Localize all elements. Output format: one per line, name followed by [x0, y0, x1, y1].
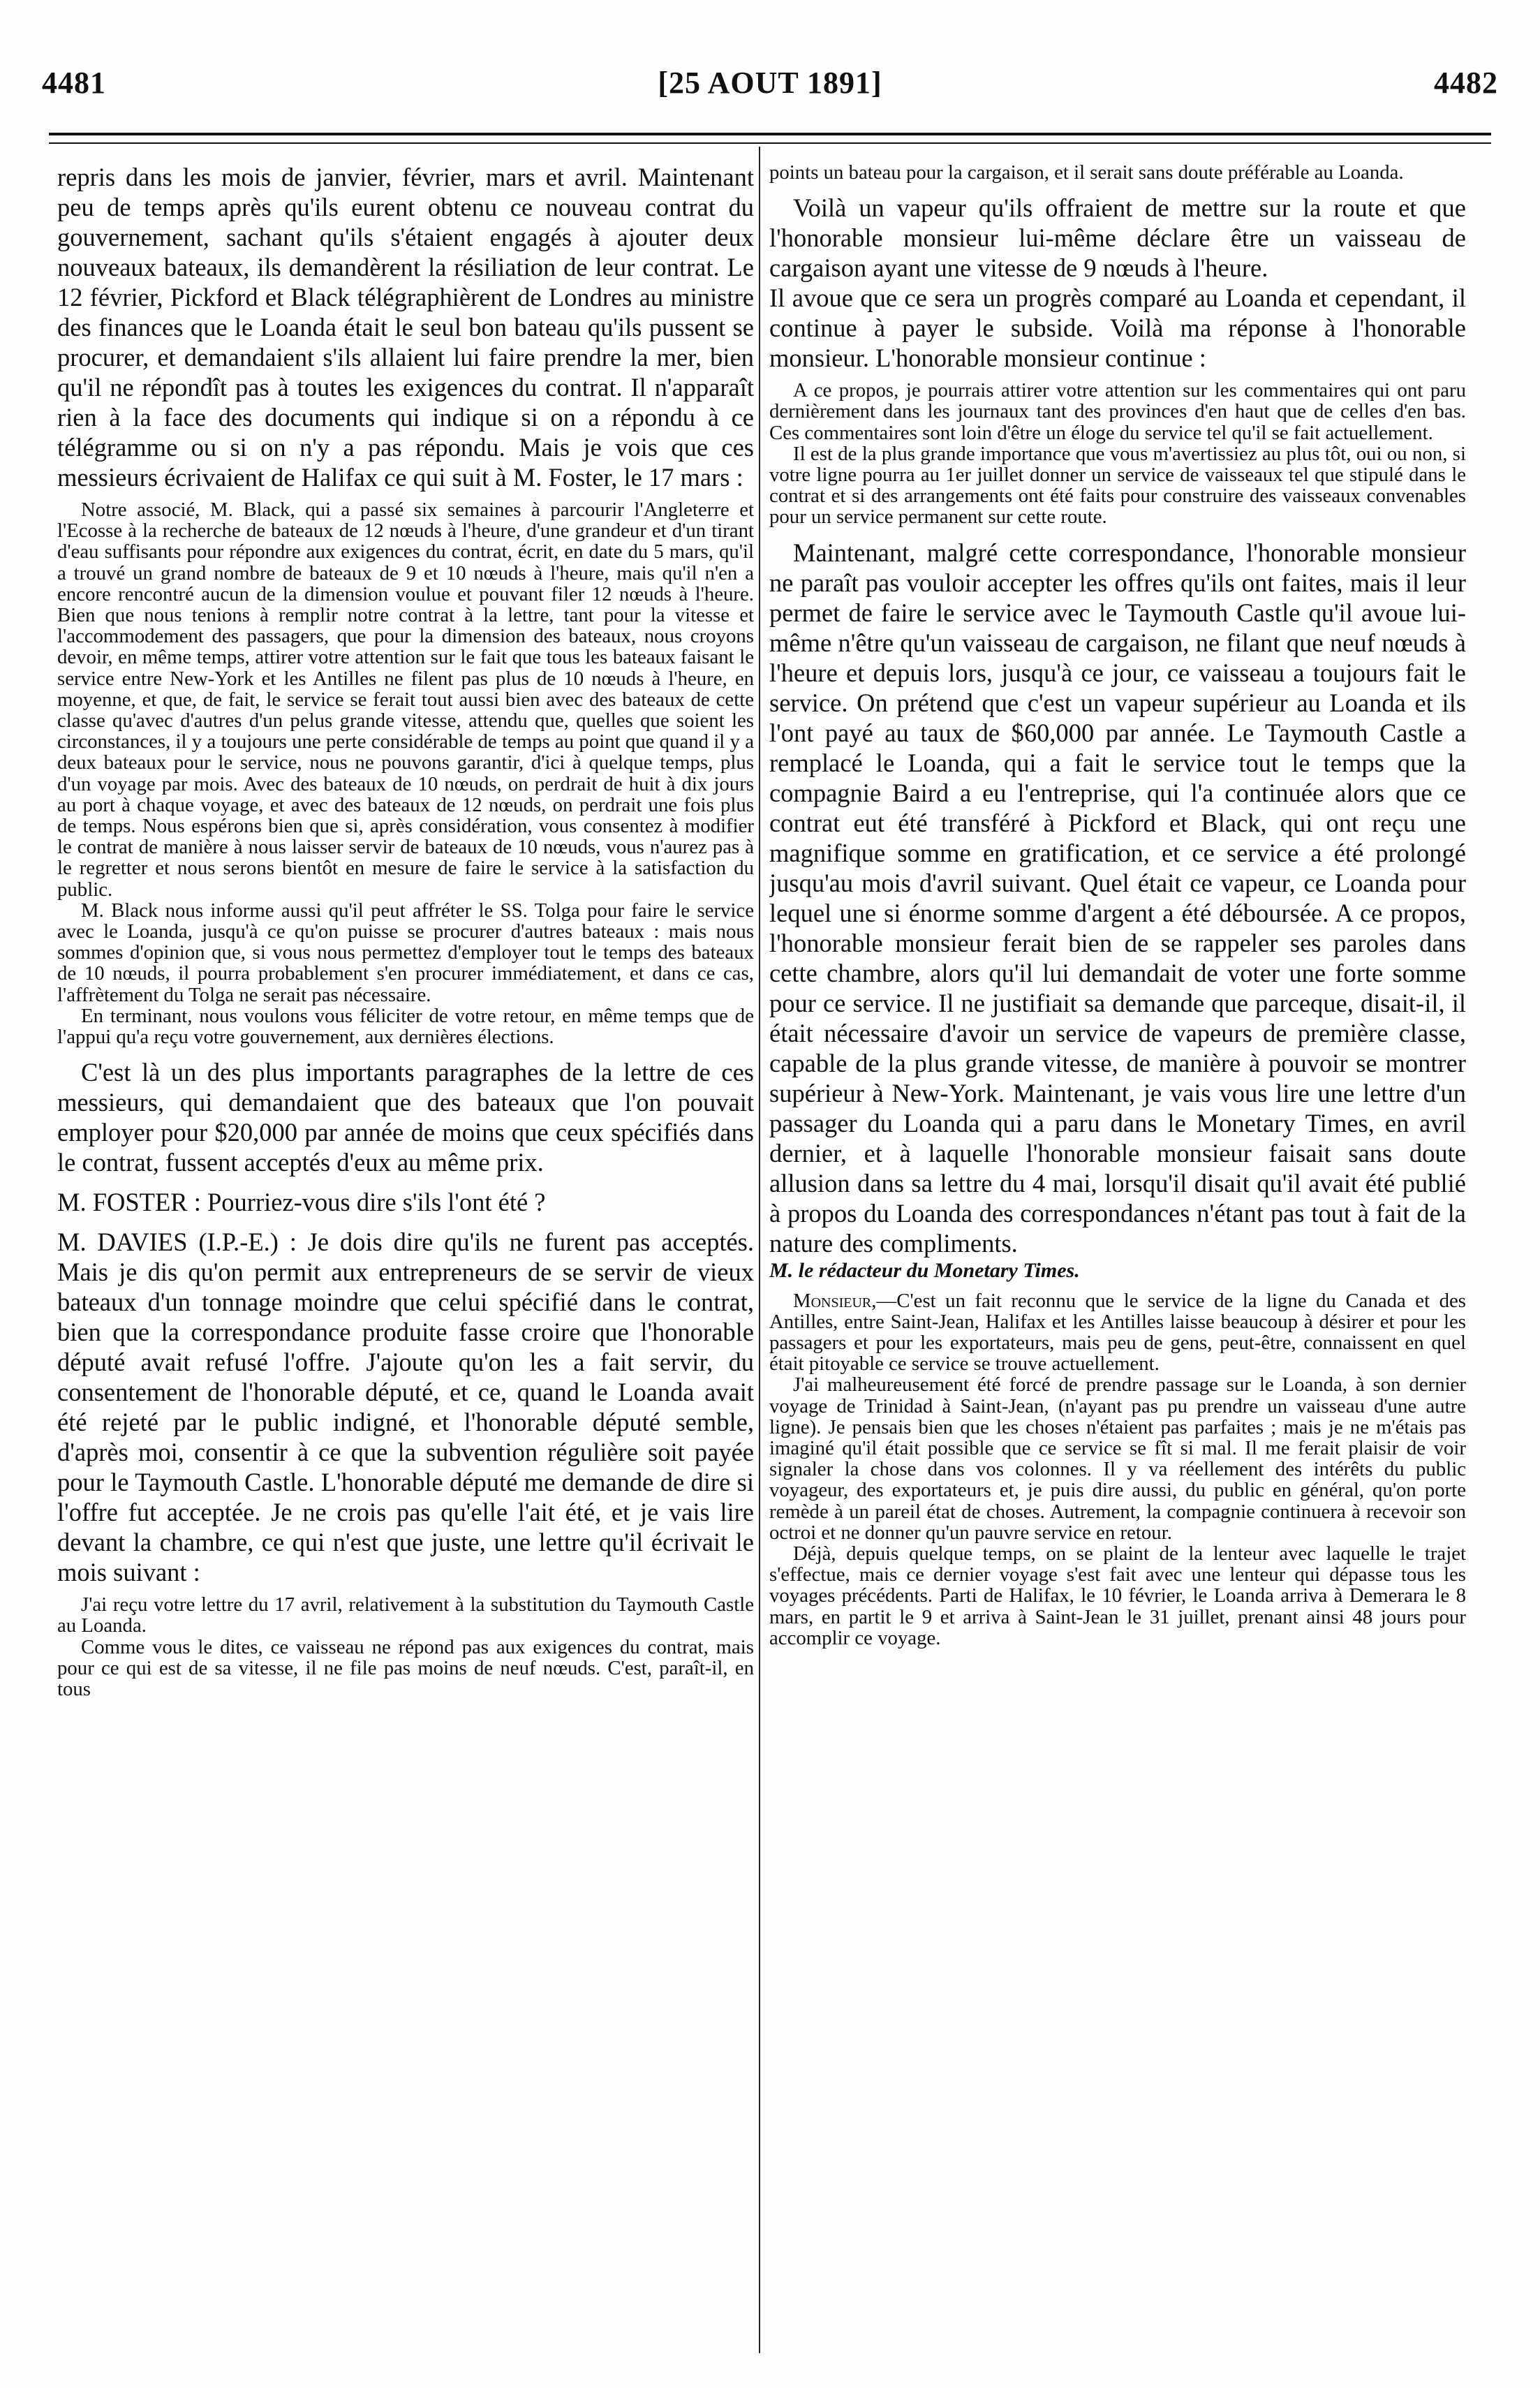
page-number-right: 4482	[1434, 65, 1498, 100]
speaker-paragraph	[57, 1187, 754, 1217]
speaker-text: Je dois dire qu'ils ne furent pas acceptés. Mais je dis qu'on permit aux entrepreneurs de se servir de vieux bateaux d'un tonnage moindre que celui spécifié dans le contrat, bien que la correspondance produite fasse croire que l'honorable député avait refusé l'offre. J'ajoute qu'on les a fait servir, du consentement de l'honorable député, et ce, quand le Loanda avait été rejeté par le public indigné, et l'honorable député semble, d'après moi, consentir à ce que la subvention régulière soit payée pour le Taymouth Castle. L'honorable député me demande de dire si l'offre fut acceptée. Je ne crois pas qu'elle l'ait été, et je vais lire devant la chambre, ce qui n'est que juste, une lettre qu'il écrivait le mois suivant :	[57, 1228, 754, 1587]
quote-paragraph: M. Black nous informe aussi qu'il peut affréter le SS. Tolga pour faire le service avec le Loanda, jusqu'à ce qu'on puisse se procurer d'autres bateaux : mais nous sommes d'opinion que, si vous nous permettez d'employer tout le temps des bateaux de 10 nœuds, il pourra probablement s'en procurer immédiatement, et dans ce cas, l'affrètement du Tolga ne serait pas nécessaire.	[57, 899, 754, 1006]
quote-paragraph	[769, 1290, 1466, 1375]
quoted-letter	[769, 1290, 1466, 1649]
quote-paragraph: Notre associé, M. Black, qui a passé six semaines à parcourir l'Angleterre et l'Ecosse à la recherche de bateaux de 12 nœuds à l'heure, d'une grandeur et d'un tirant d'eau suffisants pour répondre aux exigences du contrat, écrit, en date du 5 mars, qu'il a trouvé un grand nombre de bateaux de 9 et 10 nœuds à l'heure, mais qu'il n'en a encore rencontré aucun de la dimension voulue et pouvant filer 12 nœuds à l'heure. Bien que nous tenions à remplir notre contrat à la lettre, tant pour la vitesse et l'accommodement des passagers, que pour la dimension des bateaux, nous croyons devoir, en même temps, attirer votre attention sur le fait que tous les bateaux faisant le service entre New-York et les Antilles ne filent pas plus de 10 nœuds à l'heure, en moyenne, et que, de fait, le service se ferait tout aussi bien avec des bateaux de cette classe qu'avec d'autres d'un pelus grande vitesse, attendu que, quelles que soient les circonstances, il y a toujours une perte considérable de temps au point que quand il y a deux bateaux pour le service, nous ne pouvons garantir, d'ici à quelque temps, plus d'un voyage par mois. Avec des bateaux de 10 nœuds, on perdrait de huit à dix jours au port à chaque voyage, et avec des bateaux de 12 nœuds, on perdrait une fois plus de temps. Nous espérons bien que si, après considération, vous consentez à modifier le contrat de manière à nous laisser servir de bateaux de 10 nœuds, vous n'aurez pas à le regretter et nous serons bientôt en mesure de faire le service à la satisfaction du public.	[57, 499, 754, 901]
quote-paragraph: A ce propos, je pourrais attirer votre attention sur les commentaires qui ont paru dernièrement dans les journaux tant des provinces d'en haut que de celles d'en bas. Ces commentaires sont loin d'être un éloge du service tel qu'il se fait actuellement.	[769, 379, 1466, 444]
quote-heading: M. le rédacteur du Monetary Times.	[769, 1258, 1080, 1282]
paragraph: Il avoue que ce sera un progrès comparé au Loanda et cependant, il continue à payer le subside. Voilà ma réponse à l'honorable monsieur. L'honorable monsieur continue :	[769, 283, 1466, 373]
quote-paragraph: Il est de la plus grande importance que vous m'avertissiez au plus tôt, oui ou non, si votre ligne pourra au 1er juillet donner un service de vaisseaux tel que stipulé dans le contrat et si des arrangements ont été faits pour construire des vaisseaux convenables pour un service permanent sur cette route.	[769, 442, 1466, 529]
right-column	[769, 162, 1466, 2354]
quote-paragraph: En terminant, nous voulons vous féliciter de votre retour, en même temps que de l'appui qu'a reçu votre gouvernement, aux dernières élections.	[57, 1004, 754, 1049]
quoted-letter	[57, 499, 754, 1047]
paragraph: Voilà un vapeur qu'ils offraient de mettre sur la route et que l'honorable monsieur lui-même déclare être un vaisseau de cargaison ayant une vitesse de 9 nœuds à l'heure.	[769, 193, 1466, 283]
header-rule-thick	[49, 133, 1491, 135]
quote-text: —C'est un fait reconnu que le service de la ligne du Canada et des Antilles, entre Saint-Jean, Halifax et les Antilles laisse beaucoup à désirer et pour les passagers et pour les exportateurs, mais peu de gens, peut-être, connaissent en quel était pitoyable ce service se trouve actuellement.	[769, 1289, 1466, 1376]
quote-paragraph: Déjà, depuis quelque temps, on se plaint de la lenteur avec laquelle le trajet s'effectue, mais ce dernier voyage s'est fait avec une lenteur qui dépasse tous les voyages précédents. Parti de Halifax, le 10 février, le Loanda arriva à Demerara le 8 mars, en partit le 9 et arriva à Saint-Jean le 31 juillet, prenant ainsi 48 jours pour accomplir ce voyage.	[769, 1542, 1466, 1649]
quote-paragraph: J'ai malheureusement été forcé de prendre passage sur le Loanda, à son dernier voyage de Trinidad à Saint-Jean, (n'ayant pas pu prendre un vaisseau d'une autre ligne). Je pensais bien que les choses n'étaient pas parfaites ; mais je ne m'étais pas imaginé qu'il était possible que ce service se fît si mal. Il me ferait plaisir de voir signaler la chose dans vos colonnes. Il y va réellement des intérêts du public voyageur, des exportateurs et, je puis dire aussi, du public en général, qu'on porte remède à un pareil état de choses. Autrement, la compagnie continuera à recevoir son octroi et ne donner qu'un pauvre service en retour.	[769, 1373, 1466, 1544]
quoted-letter	[57, 1594, 754, 1700]
column-divider	[759, 147, 760, 2353]
speaker-name: M. FOSTER :	[57, 1188, 201, 1217]
paragraph: Maintenant, malgré cette correspondance, l'honorable monsieur ne paraît pas vouloir accepter les offres qu'ils ont faites, mais il leur permet de faire le service avec le Taymouth Castle qu'il avoue lui-même n'être qu'un vaisseau de cargaison, ne filant que neuf nœuds à l'heure et depuis lors, jusqu'à ce jour, ce vaisseau a toujours fait le service. On prétend que c'est un vapeur supérieur au Loanda et ils l'ont payé au taux de $60,000 par année. Le Taymouth Castle a remplacé le Loanda, qui a fait le service tout le temps que la compagnie Baird a eu l'entreprise, qui l'a continuée alors que ce contrat eut été transféré à Pickford et Black, qui ont reçu une magnifique somme en gratification, et ce service a été prolongé jusqu'au mois d'avril suivant. Quel était ce vapeur, ce Loanda pour lequel une si énorme somme d'argent a été déboursée. A ce propos, l'honorable monsieur ferait bien de se rappeler ses paroles dans cette chambre, alors qu'il lui demandait de voter une forte somme pour ce service. Il ne justifiait sa demande que parceque, disait-il, il était nécessaire d'avoir un service de vapeurs de première classe, capable de la plus grande vitesse, de manière à pouvoir se montrer supérieur à New-York. Maintenant, je vais vous lire une lettre d'un passager du Loanda qui a paru dans le Monetary Times, en avril dernier, et à laquelle l'honorable monsieur faisait sans doute allusion dans sa lettre du 4 mai, lorsqu'il disait qu'il avait été publié à propos du Loanda des correspondances n'étant pas tout à fait de la nature des compliments.	[769, 538, 1466, 1258]
quote-paragraph: Comme vous le dites, ce vaisseau ne répond pas aux exigences du contrat, mais pour ce qui est de sa vitesse, il ne file pas moins de neuf nœuds. C'est, paraît-il, en tous	[57, 1635, 754, 1701]
paragraph: repris dans les mois de janvier, février, mars et avril. Maintenant peu de temps après qu'ils eurent obtenu ce nouveau contrat du gouvernement, sachant qu'ils s'étaient engagés à ajouter deux nouveaux bateaux, ils demandèrent la résiliation de leur contrat. Le 12 février, Pickford et Black télégraphièrent de Londres au ministre des finances que le Loanda était le seul bon bateau qu'ils pussent se procurer, et demandaient s'ils allaient lui faire prendre la mer, bien qu'il ne répondît pas à toutes les exigences du contrat. Il n'apparaît rien à la face des documents qui indique si on a répondu à ce télégramme ou si on n'y a pas répondu. Mais je vois que ces messieurs écrivaient de Halifax ce qui suit à M. Foster, le 17 mars :	[57, 163, 754, 492]
salutation: Monsieur,	[793, 1289, 877, 1312]
speaker-paragraph	[57, 1227, 754, 1587]
page-header	[42, 54, 1498, 110]
left-column	[57, 162, 754, 2354]
page-date: [25 AOUT 1891]	[658, 65, 882, 100]
speaker-text: Pourriez-vous dire s'ils l'ont été ?	[207, 1188, 546, 1217]
speaker-name: M. DAVIES (I.P.-E.) :	[57, 1228, 297, 1257]
paragraph: C'est là un des plus importants paragraphes de la lettre de ces messieurs, qui demandaient que des bateaux que l'on pouvait employer pour $20,000 par année de moins que ceux spécifiés dans le contrat, fussent acceptés d'eux au même prix.	[57, 1058, 754, 1177]
page-number-left: 4481	[42, 65, 106, 100]
quote-paragraph: J'ai reçu votre lettre du 17 avril, relativement à la substitution du Taymouth Castle au Loanda.	[57, 1593, 754, 1637]
quoted-letter	[769, 380, 1466, 527]
quote-paragraph: points un bateau pour la cargaison, et il serait sans doute préférable au Loanda.	[769, 162, 1404, 184]
header-rule-thin	[49, 142, 1491, 144]
